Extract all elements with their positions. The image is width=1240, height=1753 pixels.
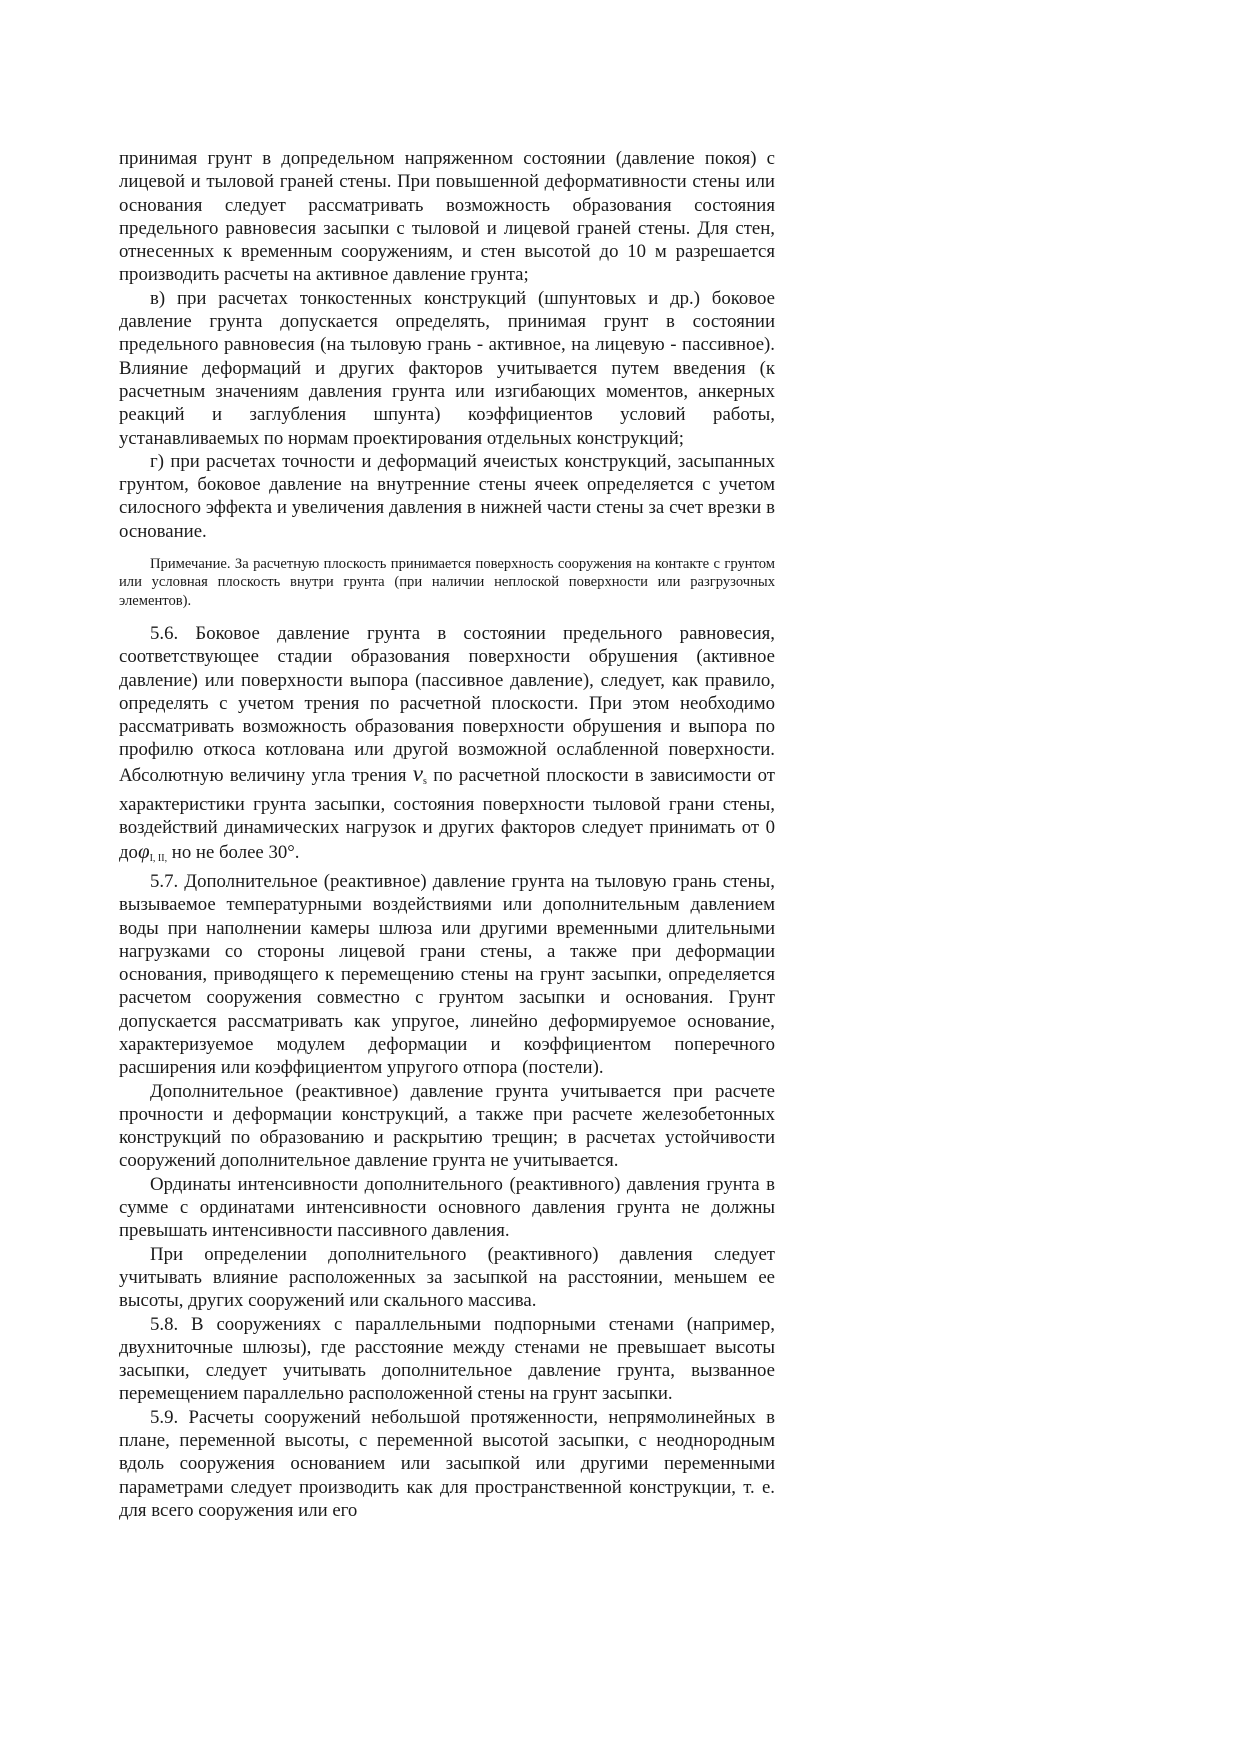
paragraph-5-8: 5.8. В сооружениях с параллельными подпорными стенами (например, двухниточные шлюзы), где расстояние между стенами не превышает высоты засыпки, следует учитывать дополнительное давление грунта, вызванное перемещением параллельно расположенной стены на грунт засыпки.: [119, 1313, 775, 1405]
paragraph-5-6-part-b: по расчетной плоскости в зависимости от характеристики грунта засыпки, состояния поверхности тыловой грани стены, воздействий динамических нагрузок и других факторов следует принимать от 0 до: [119, 764, 775, 863]
document-page: [119, 147, 775, 1522]
paragraph-item-v: в) при расчетах тонкостенных конструкций (шпунтовых и др.) боковое давление грунта допускается определять, принимая грунт в состоянии предельного равновесия (на тыловую грань - активное, на лицевую - пассивное). Влияние деформаций и других факторов учитывается путем введения (к расчетным значениям давления грунта или изгибающих моментов, анкерных реакций и заглубления шпунта) коэффициентов условий работы, устанавливаемых по нормам проектирования отдельных конструкций;: [119, 287, 775, 449]
note-paragraph: Примечание. За расчетную плоскость принимается поверхность сооружения на контакте с грунтом или условная плоскость внутри грунта (при наличии неплоской поверхности или разгрузочных элементов).: [119, 556, 775, 609]
paragraph-additional-3: При определении дополнительного (реактивного) давления следует учитывать влияние расположенных за засыпкой на расстоянии, меньшем ее высоты, других сооружений или скального массива.: [119, 1243, 775, 1312]
paragraph-5-6: [119, 622, 775, 870]
paragraph-additional-1: Дополнительное (реактивное) давление грунта учитывается при расчете прочности и деформации конструкций, а также при расчете железобетонных конструкций по образованию и раскрытию трещин; в расчетах устойчивости сооружений дополнительное давление грунта не учитывается.: [119, 1080, 775, 1172]
paragraph-5-7: 5.7. Дополнительное (реактивное) давление грунта на тыловую грань стены, вызываемое температурными воздействиями или дополнительным давлением воды при наполнении камеры шлюза или другими временными длительными нагрузками со стороны лицевой грани стены, а также при деформации основания, приводящего к перемещению стены на грунт засыпки, определяется расчетом сооружения совместно с грунтом засыпки и основания. Грунт допускается рассматривать как упругое, линейно деформируемое основание, характеризуемое модулем деформации и коэффициентом поперечного расширения или коэффициентом упругого отпора (постели).: [119, 870, 775, 1079]
symbol-nu: ν: [412, 760, 423, 786]
symbol-phi-subscript: I, II,: [149, 852, 168, 864]
paragraph-intro: принимая грунт в допредельном напряженном состоянии (давление покоя) с лицевой и тыловой граней стены. При повышенной деформативности стены или основания следует рассматривать возможность образования состояния предельного равновесия засыпки с тыловой и лицевой граней стены. Для стен, отнесенных к временным сооружениям, и стен высотой до 10 м разрешается производить расчеты на активное давление грунта;: [119, 148, 775, 286]
symbol-phi: φ: [137, 838, 150, 863]
paragraph-additional-2: Ординаты интенсивности дополнительного (реактивного) давления грунта в сумме с ординатами интенсивности основного давления грунта не должны превышать интенсивности пассивного давления.: [119, 1173, 775, 1242]
symbol-nu-subscript: s: [423, 775, 427, 787]
paragraph-5-9: 5.9. Расчеты сооружений небольшой протяженности, непрямолинейных в плане, переменной высоты, с переменной высотой засыпки, с неоднородным вдоль сооружения основанием или засыпкой или другими переменными параметрами следует производить как для пространственной конструкции, т. е. для всего сооружения или его: [119, 1406, 775, 1521]
paragraph-5-6-part-a: 5.6. Боковое давление грунта в состоянии предельного равновесия, соответствующее стадии образования поверхности обрушения (активное давление) или поверхности выпора (пассивное давление), следует, как правило, определять с учетом трения по расчетной плоскости. При этом необходимо рассматривать возможность образования поверхности обрушения и выпора по профилю откоса котлована или другой возможной ослабленной поверхности. Абсолютную величину угла трения: [119, 622, 775, 786]
paragraph-5-6-part-c: но не более 30°.: [171, 841, 300, 863]
paragraph-item-g: г) при расчетах точности и деформаций ячеистых конструкций, засыпанных грунтом, боковое давление на внутренние стены ячеек определяется с учетом силосного эффекта и увеличения давления в нижней части стены за счет врезки в основание.: [119, 450, 775, 542]
